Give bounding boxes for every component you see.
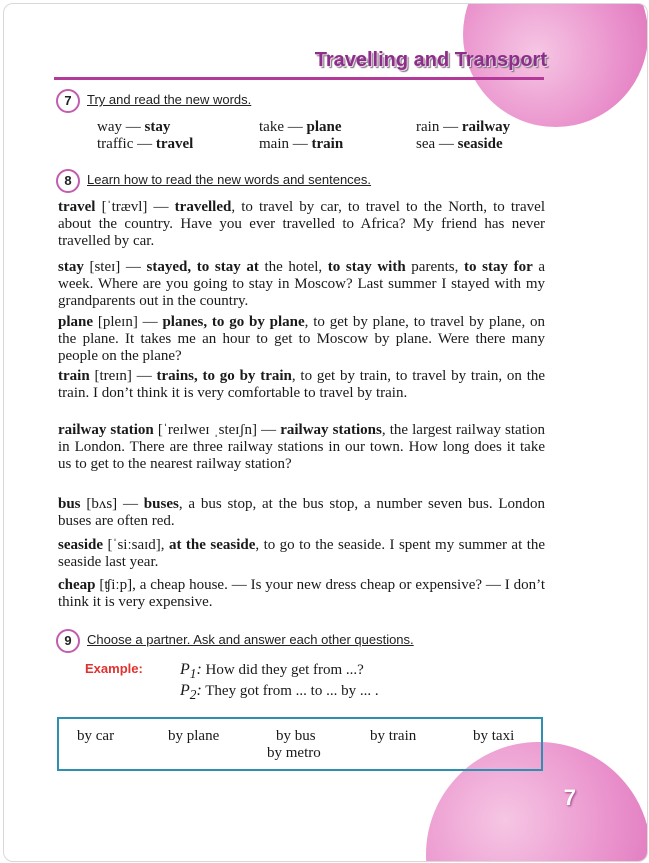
transport-option: by metro <box>267 745 321 761</box>
example-line-p2: $P_2$: They got from ... to ... by ... . <box>180 682 379 703</box>
example-label: Example: <box>85 661 143 676</box>
task-9-instruction: Choose a partner. Ask and answer each other questions. <box>87 632 414 647</box>
vocab-entry-cheap: cheap [ʧiːp], a cheap house. — Is your new dress cheap or expensive? — I don’t think it is very expensive. <box>58 577 546 610</box>
page-title: Travelling and Transport <box>314 49 547 71</box>
vocab-entry-railway-station: railway station [ˈreɪlweɪ ˌsteɪʃn] — railway stations, the largest railway station in London. There are three railway stations in our town. How long does it take us to get to the nearest railway station? <box>58 422 546 472</box>
vocab-entry-seaside: seaside [ˈsiːsaɪd], at the seaside, to go to the seaside. I spent my summer at the seaside last year. <box>58 537 546 570</box>
task-7-number: 7 <box>56 89 80 113</box>
page-number: 7 <box>563 785 576 810</box>
word-pair: main — train <box>259 136 344 152</box>
example-line-p1: $P_1$: How did they get from ...? <box>180 661 364 682</box>
task-7-instruction: Try and read the new words. <box>87 92 252 107</box>
vocab-entry-plane: plane [pleɪn] — planes, to go by plane, to get by plane, to travel by plane, on the plane. It takes me an hour to get to Moscow by plane. Were there many people on the plane? <box>58 314 546 364</box>
transport-option: by train <box>370 728 417 744</box>
title-underline <box>54 77 544 80</box>
word-pair: sea — seaside <box>416 136 503 152</box>
vocab-entry-travel: travel [ˈtrævl] — travelled, to travel by car, to travel to the North, to travel about the country. Have you ever travelled to Africa? My friend has never travelled by car. <box>58 199 546 249</box>
vocab-entry-bus: bus [bʌs] — buses, a bus stop, at the bus stop, a number seven bus. London buses are often red. <box>58 496 546 529</box>
word-pair: rain — railway <box>416 119 511 135</box>
transport-option: by plane <box>168 728 220 744</box>
task-8-instruction: Learn how to read the new words and sentences. <box>87 172 372 187</box>
transport-option: by bus <box>276 728 316 744</box>
vocab-entry-train: train [treɪn] — trains, to go by train, to get by train, to travel by train, on the train. I don’t think it is very comfortable to travel by train. <box>58 368 546 401</box>
transport-option: by car <box>77 728 115 744</box>
word-pair: traffic — travel <box>97 136 194 152</box>
task-8-number: 8 <box>56 169 80 193</box>
word-pair: way — stay <box>97 119 171 135</box>
word-pair: take — plane <box>259 119 342 135</box>
task-9-number: 9 <box>56 629 80 653</box>
vocab-entry-stay: stay [steɪ] — stayed, to stay at the hotel, to stay with parents, to stay for a week. Where are you going to stay in Moscow? Last summer I stayed with my grandparents out in the country. <box>58 259 546 309</box>
transport-option: by taxi <box>473 728 515 744</box>
